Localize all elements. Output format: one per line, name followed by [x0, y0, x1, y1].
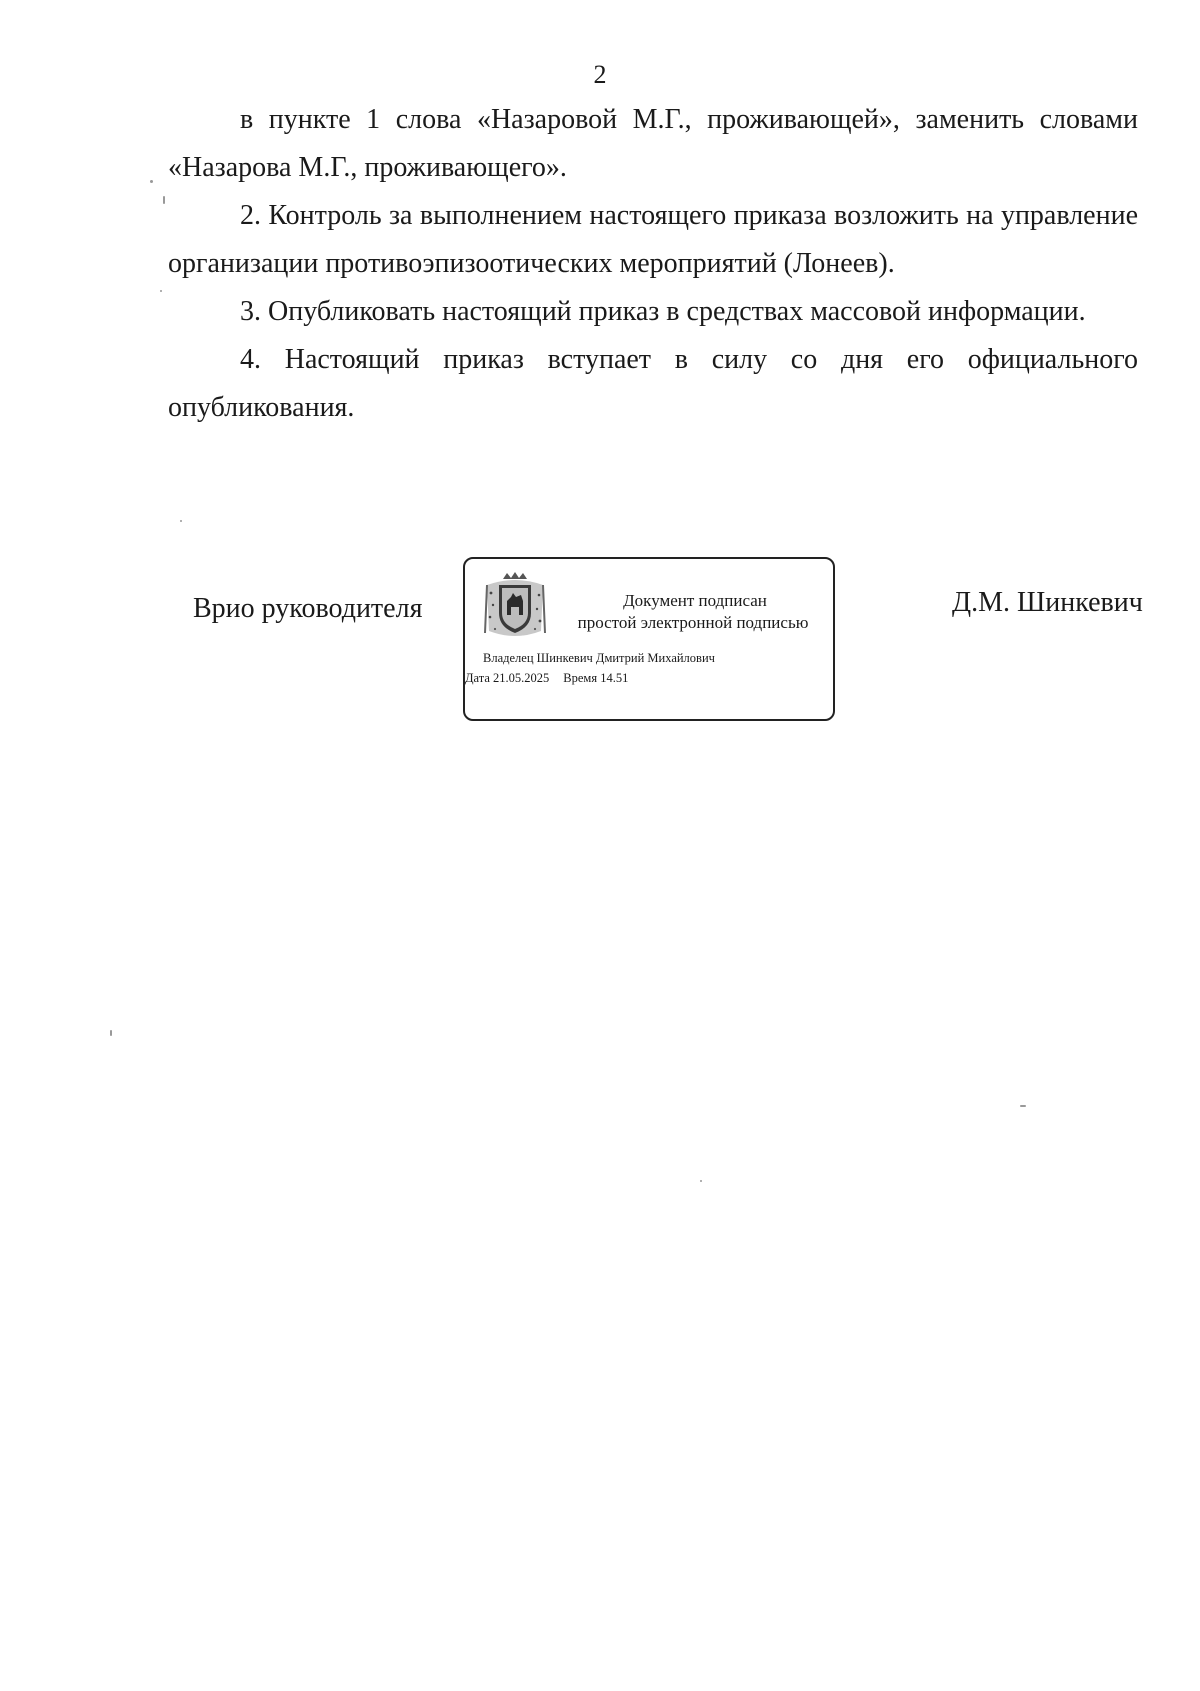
signatory-title: Врио руководителя	[193, 593, 423, 624]
stamp-heading: Документ подписан	[623, 591, 767, 610]
scan-speck	[110, 1030, 112, 1036]
order-body	[168, 96, 1138, 432]
stamp-subheading: простой электронной подписью	[577, 613, 809, 632]
paragraph-publish: 3. Опубликовать настоящий приказ в средствах массовой информации.	[240, 296, 1086, 327]
scan-speck	[163, 196, 165, 204]
scan-speck	[160, 290, 162, 292]
stamp-date: Дата 21.05.2025	[465, 671, 550, 685]
scan-speck	[180, 520, 182, 522]
paragraph-effective: 4. Настоящий приказ вступает в силу со дня его официального опубликования.	[168, 344, 1138, 423]
page-number: 2	[593, 60, 607, 89]
signatory-name: Д.М. Шинкевич	[952, 587, 1143, 618]
stamp-time: Время 14.51	[563, 671, 629, 685]
scan-speck	[150, 180, 153, 183]
signature-block	[0, 557, 1200, 727]
scan-speck	[1020, 1105, 1026, 1107]
paragraph-amendment: в пункте 1 слова «Назаровой М.Г., проживающей», заменить словами «Назарова М.Г., проживающего».	[168, 104, 1138, 183]
paragraph-control: 2. Контроль за выполнением настоящего приказа возложить на управление организации противоэпизоотических мероприятий (Лонеев).	[168, 200, 1138, 279]
coat-of-arms-icon	[483, 571, 547, 639]
scan-speck	[700, 1180, 702, 1182]
stamp-datetime	[465, 671, 628, 686]
electronic-signature-stamp	[463, 557, 835, 721]
stamp-owner: Владелец Шинкевич Дмитрий Михайлович	[483, 651, 715, 665]
